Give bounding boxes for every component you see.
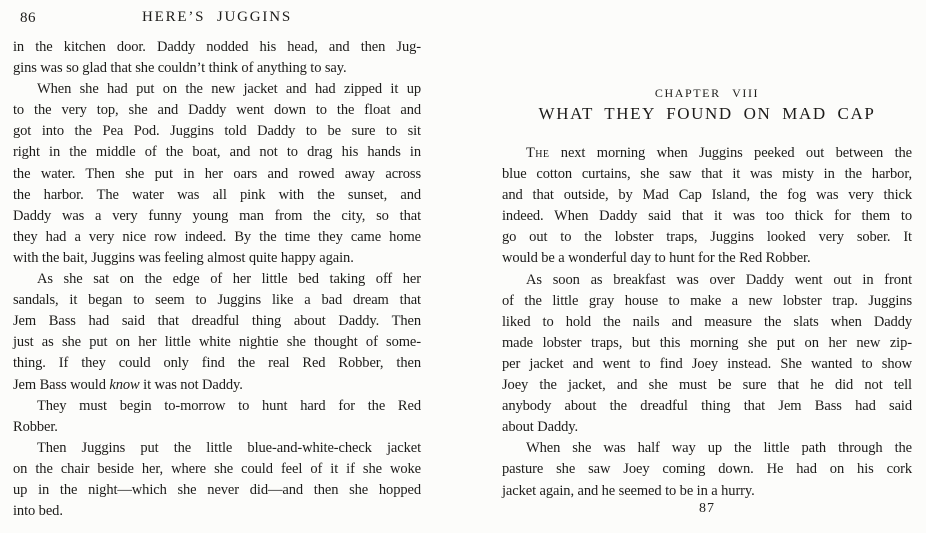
text-line: just as she put on her little white nightie she thought of some- <box>13 334 421 351</box>
text-line: The next morning when Juggins peeked out between the <box>526 145 912 161</box>
left-page-body <box>13 37 421 522</box>
text-line: As soon as breakfast was over Daddy went out in front <box>526 271 912 288</box>
text-line: right in the middle of the boat, and not to drag his hands in <box>13 144 421 161</box>
paragraph <box>13 37 421 79</box>
text-line: got into the Pea Pod. Juggins told Daddy to be sure to sit <box>13 123 421 140</box>
text-line: and that outside, by Mad Cap Island, the fog was very thick <box>502 187 912 204</box>
text-line: the water. Then she put in her oars and rowed away across <box>13 165 421 182</box>
text-line: Then Juggins put the little blue-and-white-check jacket <box>37 439 421 456</box>
text-line: blue cotton curtains, she saw that it was misty in the harbor, <box>502 166 912 183</box>
paragraph <box>13 396 421 438</box>
right-page-body <box>502 143 912 502</box>
text-line: gins was so glad that she couldn’t think of anything to say. <box>13 60 347 77</box>
page-number-86: 86 <box>20 10 36 26</box>
text-line: made lobster traps, but this morning she put on her new zip- <box>502 334 912 351</box>
text-line: When she was half way up the little path through the <box>526 440 912 457</box>
text-line: Joey the jacket, and she must be sure that he did not tell <box>502 377 912 394</box>
page-left <box>13 0 421 533</box>
running-header: HERE’S JUGGINS <box>142 9 292 25</box>
paragraph <box>502 438 912 501</box>
text-line: Jem Bass would know it was not Daddy. <box>13 376 243 393</box>
text-line: the harbor. The water was all pink with the sunset, and <box>13 186 421 203</box>
page-right <box>502 0 912 533</box>
text-line: Jem Bass had said that dreadful thing about Daddy. Then <box>13 313 421 330</box>
page-number-87: 87 <box>699 501 715 516</box>
text-line: jacket again, and he seemed to be in a hurry. <box>502 482 755 499</box>
text-line: up in the night—which she never did—and then she hopped <box>13 481 421 498</box>
paragraph <box>13 269 421 396</box>
text-line: into bed. <box>13 503 63 520</box>
text-line: Daddy was a very funny young man from the city, so that <box>13 207 421 224</box>
left-page-header <box>13 9 421 29</box>
text-line: indeed. When Daddy said that it was too thick for them to <box>502 208 912 225</box>
text-line: about Daddy. <box>502 419 578 436</box>
text-line: of the little gray house to make a new lobster trap. Juggins <box>502 292 912 309</box>
text-line: When she had put on the new jacket and had zipped it up <box>37 81 421 98</box>
text-line: go out to the lobster traps, Juggins looked very sober. It <box>502 229 912 246</box>
text-line: would be a wonderful day to hunt for the Red Robber. <box>502 250 811 267</box>
text-line: per jacket and went to find Joey instead. She wanted to show <box>502 355 912 372</box>
text-line: they had a very nice row indeed. By the time they came home <box>13 228 421 245</box>
text-line: pasture she saw Joey coming down. He had on his cork <box>502 461 912 478</box>
text-line: to the very top, she and Daddy went down to the float and <box>13 102 421 119</box>
chapter-title: WHAT THEY FOUND ON MAD CAP <box>538 104 876 123</box>
text-line: thing. If they could only find the real Red Robber, then <box>13 355 421 372</box>
paragraph <box>502 143 912 270</box>
chapter-label: CHAPTER VIII <box>654 86 760 100</box>
text-line: They must begin to-morrow to hunt hard for the Red <box>37 397 421 414</box>
text-line: Robber. <box>13 418 58 435</box>
text-line: in the kitchen door. Daddy nodded his head, and then Jug- <box>13 39 421 55</box>
text-line: sandals, it began to seem to Juggins like a bad dream that <box>13 292 421 309</box>
text-line: with the bait, Juggins was feeling almost quite happy again. <box>13 249 354 266</box>
paragraph <box>13 438 421 522</box>
text-line: liked to hold the nails and measure the slats when Daddy <box>502 313 912 330</box>
text-line: As she sat on the edge of her little bed taking off her <box>37 271 421 288</box>
text-line: anybody about the dreadful thing that Jem Bass had said <box>502 398 912 415</box>
text-line: on the chair beside her, where she could feel of it if she woke <box>13 460 421 477</box>
paragraph <box>13 79 421 269</box>
paragraph <box>502 270 912 439</box>
